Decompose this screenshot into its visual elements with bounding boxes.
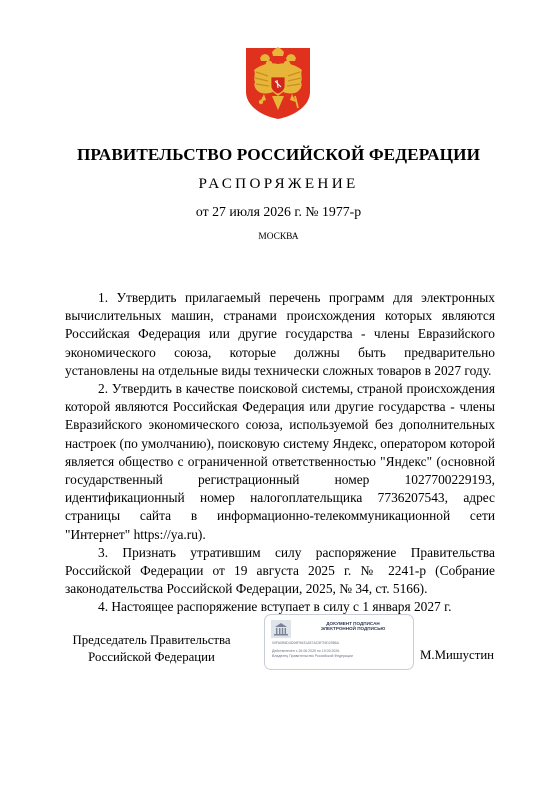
paragraph-4: 4. Настоящее распоряжение вступает в силу с 1 января 2027 г. — [98, 599, 452, 615]
document-city: МОСКВА — [258, 232, 299, 242]
stamp-validity: Действителен с 26.06.2025 по 19.09.2026 — [272, 649, 340, 653]
document-body — [65, 289, 495, 617]
electronic-signature-stamp — [264, 614, 414, 670]
document-date-number: от 27 июля 2026 г. № 1977-р — [195, 204, 362, 219]
stamp-owner: Владелец Правительство Российской Федерации — [272, 654, 353, 658]
stamp-title-line2: ЭЛЕКТРОННОЙ ПОДПИСЬЮ — [320, 626, 386, 632]
stamp-title-line1: ДОКУМЕНТ ПОДПИСАН — [326, 621, 380, 626]
paragraph-1: 1. Утвердить прилагаемый перечень программ для электронных вычислительных машин, странами происхождения которых являются Российская Федерация или другие государства - члены Евразийского экономического союза, которые должны быть предварительно установлены на отдельные виды технически сложных товаров в 2027 году. — [65, 290, 495, 378]
government-building-icon — [271, 620, 291, 638]
paragraph-2: 2. Утвердить в качестве поисковой системы, страной происхождения которой являются Российская Федерация или другие государства - члены Евразийского экономического союза, используемой без дополнительных настроек (по умолчанию), поисковую систему Яндекс, оператором которой является общество с ограниченной ответственностью "Яндекс" (основной государственный регистрационный номер 1027700229193, идентификационный номер налогоплательщика 7736207543, адрес страницы сайта в информационно-телекоммуникационной сети "Интернет" https://ya.ru). — [65, 381, 495, 542]
russian-coat-of-arms-icon — [242, 44, 314, 120]
signer-position — [64, 632, 239, 665]
paragraph-3: 3. Признать утратившим силу распоряжение Правительства Российской Федерации от 19 августа 2025 г. № 2241-р (Собрание законодательства Российской Федерации, 2025, № 34, ст. 5166). — [65, 544, 495, 597]
signer-name: М.Мишустин — [420, 648, 495, 662]
government-title: ПРАВИТЕЛЬСТВО РОССИЙСКОЙ ФЕДЕРАЦИИ — [76, 145, 481, 164]
document-type: РАСПОРЯЖЕНИЕ — [198, 175, 359, 192]
stamp-certificate: 00FA0B6D4D06F5631A57AC5F29D2986A — [272, 641, 339, 645]
stamp-title — [297, 621, 409, 632]
signer-position-line1: Председатель Правительства — [72, 633, 231, 647]
signer-position-line2: Российской Федерации — [88, 649, 215, 664]
